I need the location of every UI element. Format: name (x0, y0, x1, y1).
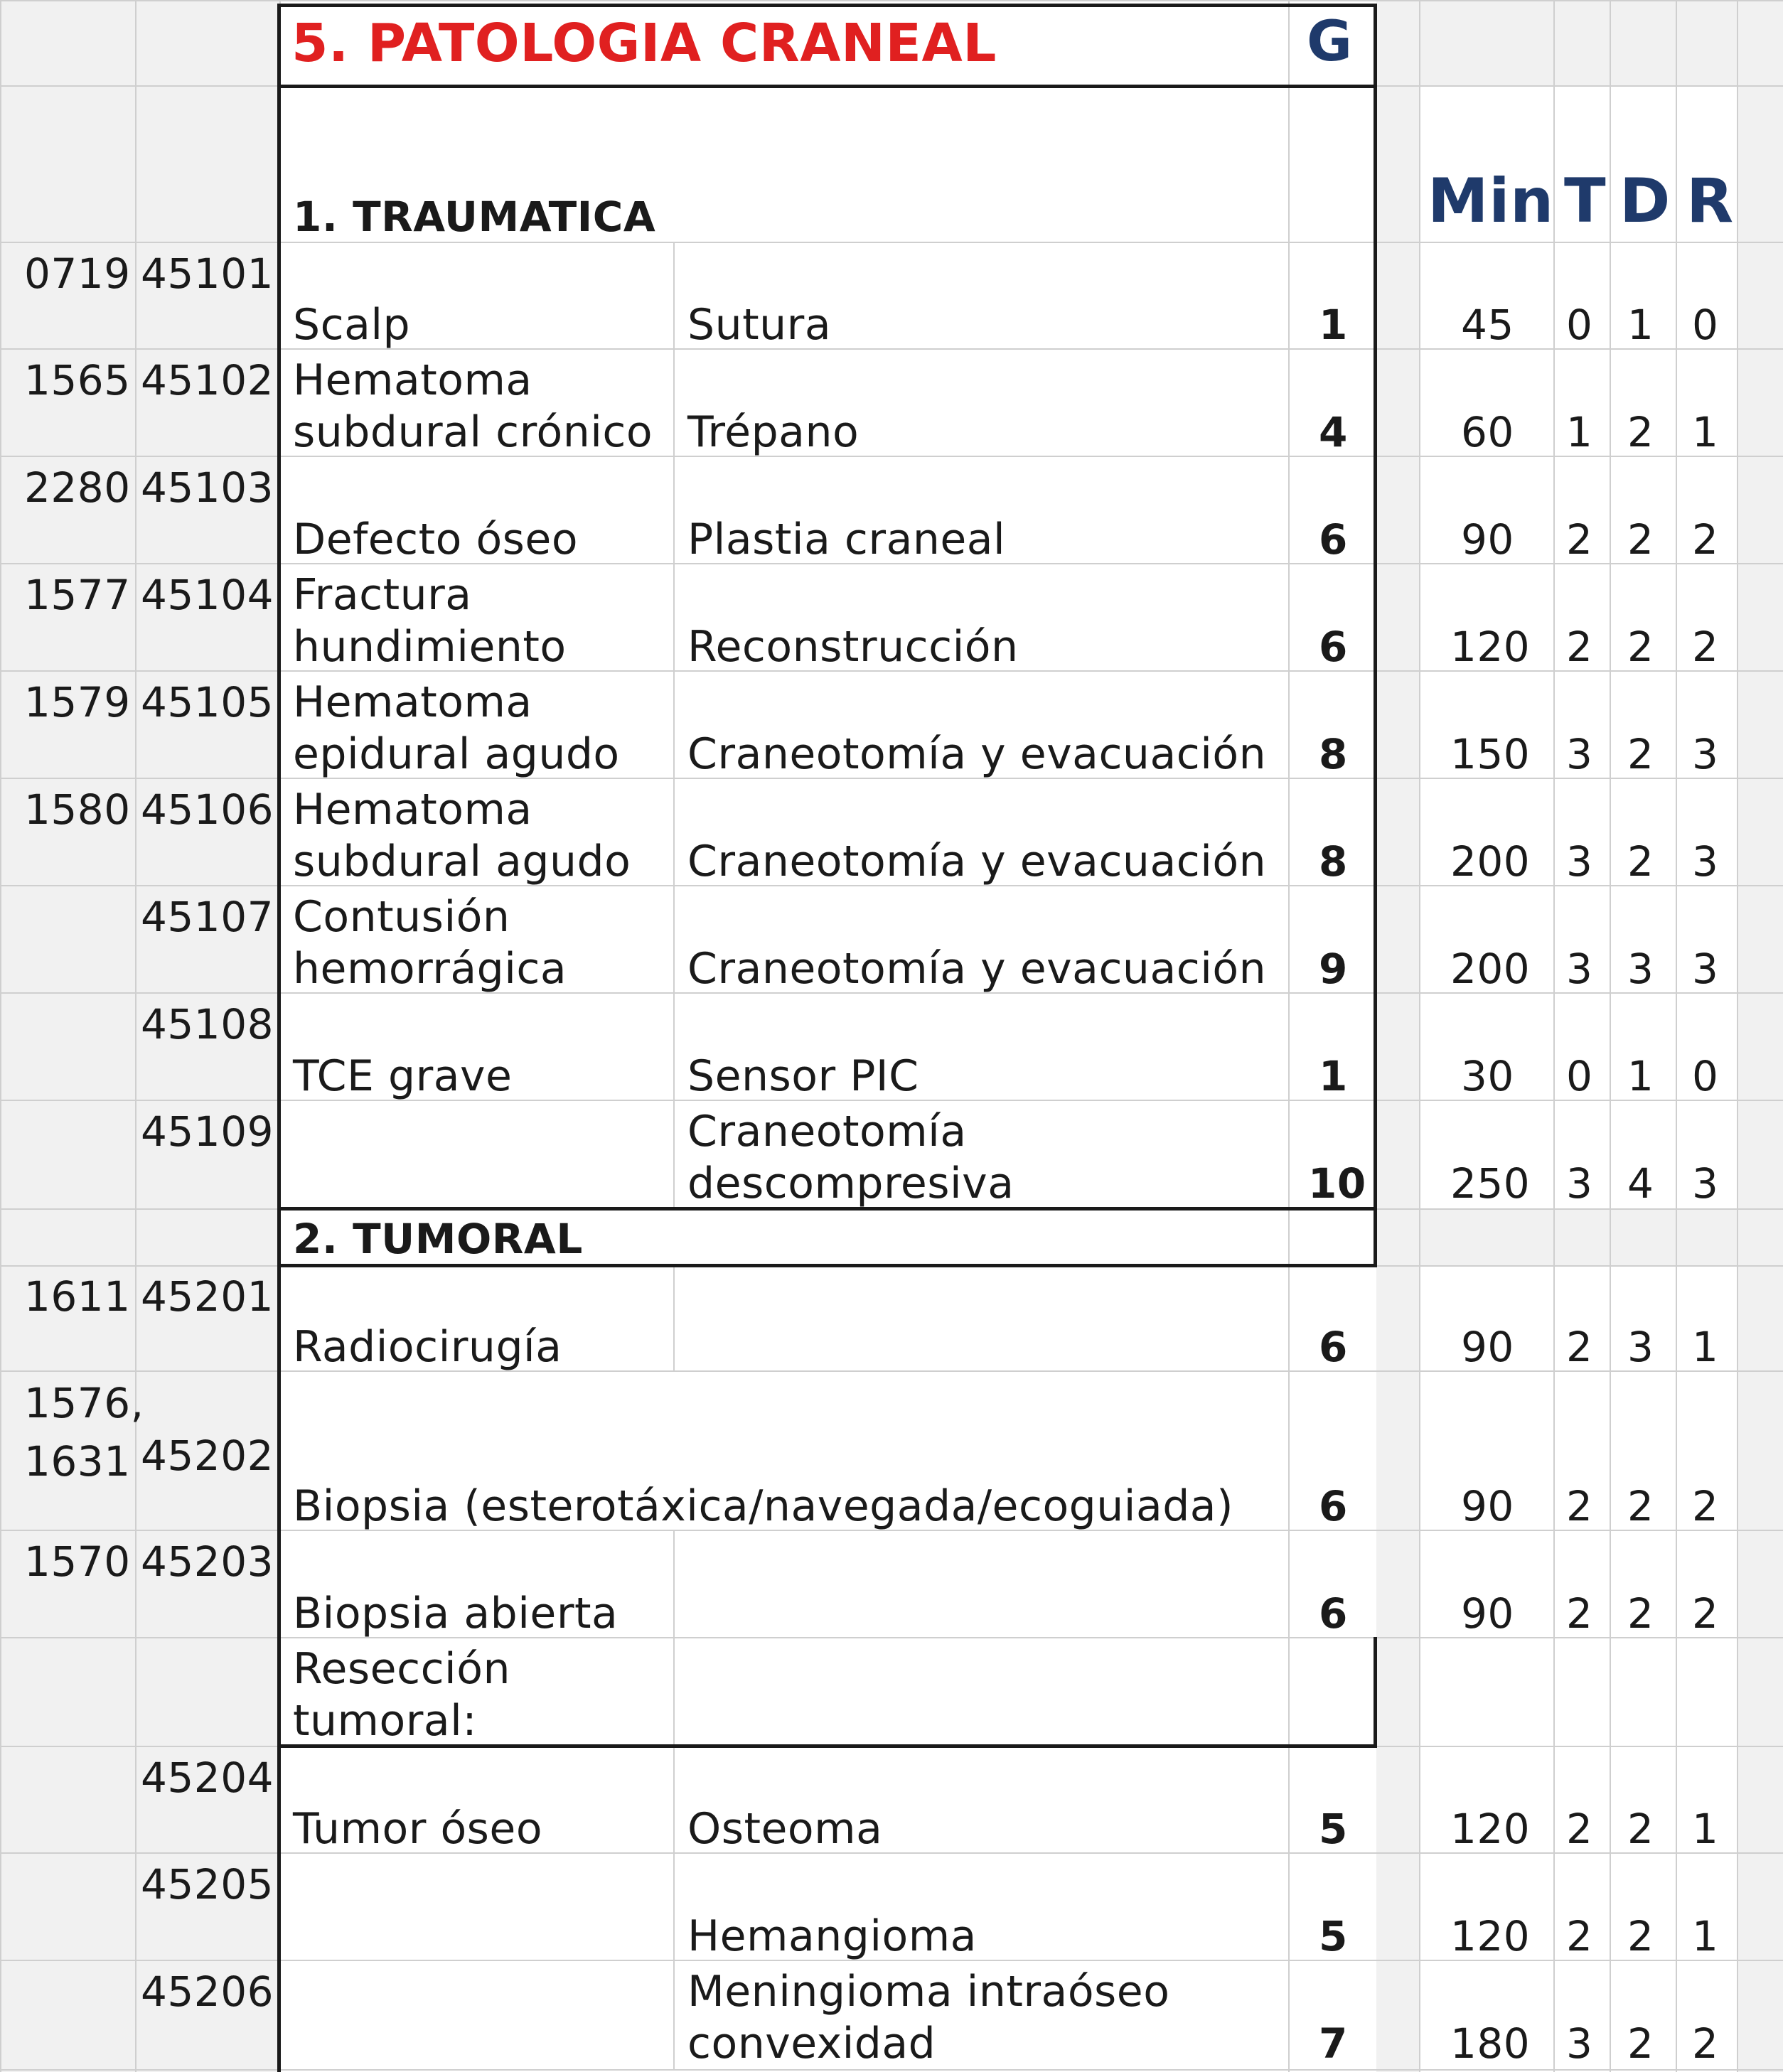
row-diagnosis: TCE grave (293, 1051, 513, 1101)
row-t: 1 (1566, 408, 1593, 456)
row-min: 120 (1450, 623, 1531, 671)
row-diagnosis-line1: Fractura (293, 570, 472, 620)
row-code2: 45109 (141, 1107, 274, 1156)
row-r: 0 (1692, 301, 1719, 349)
row-t: 3 (1566, 2019, 1593, 2068)
row-code2: 45202 (141, 1432, 274, 1480)
row-t: 2 (1566, 1805, 1593, 1853)
row-diagnosis: subdural agudo (293, 837, 631, 886)
row-diagnosis: hundimiento (293, 622, 567, 672)
row-procedure-line1: Meningioma intraóseo (687, 1967, 1170, 2017)
row-d: 2 (1627, 1589, 1654, 1638)
row-procedure: Craneotomía y evacuación (687, 729, 1267, 779)
row-d: 2 (1627, 408, 1654, 456)
row-diagnosis-line1: Hematoma (293, 785, 532, 834)
row-r: 1 (1692, 408, 1719, 456)
row-code2: 45103 (141, 463, 274, 512)
row-r: 2 (1692, 1482, 1719, 1530)
row-min: 200 (1450, 945, 1531, 993)
row-diagnosis: Scalp (293, 300, 411, 350)
row-r: 2 (1692, 515, 1719, 564)
row-d: 2 (1627, 623, 1654, 671)
row-r: 3 (1692, 945, 1719, 993)
row-diagnosis-line1: Contusión (293, 892, 510, 942)
row-d: 1 (1627, 301, 1654, 349)
row-grade: 1 (1319, 1052, 1348, 1100)
row-diagnosis: Biopsia (esterotáxica/navegada/ecoguiada) (293, 1481, 1233, 1531)
row-min: 90 (1461, 1323, 1514, 1371)
row-procedure: Trépano (687, 407, 860, 457)
row-diagnosis: Tumor óseo (293, 1804, 543, 1854)
row-code2: 45105 (141, 678, 274, 726)
row-grade: 6 (1319, 623, 1348, 671)
row-t: 3 (1566, 945, 1593, 993)
row-code1: 1631 (24, 1437, 131, 1486)
row-min: 60 (1461, 408, 1514, 456)
row-grade: 8 (1319, 837, 1348, 886)
row-d: 2 (1627, 730, 1654, 778)
row-r: 1 (1692, 1805, 1719, 1853)
row-procedure: Sutura (687, 300, 832, 350)
row-r: 3 (1692, 1159, 1719, 1208)
row-code1: 1611 (24, 1272, 131, 1321)
row-code2: 45102 (141, 356, 274, 404)
col-gap-bg (1376, 0, 1419, 2072)
row-diagnosis-line1: Hematoma (293, 677, 532, 727)
row-procedure-line1: Craneotomía (687, 1107, 967, 1156)
row-procedure: Craneotomía y evacuación (687, 944, 1267, 994)
row-code2: 45204 (141, 1754, 274, 1802)
row-d: 2 (1627, 837, 1654, 886)
row-code1-line1: 1576, (24, 1379, 144, 1427)
col-edge-bg (1737, 0, 1783, 2072)
row-min: 200 (1450, 837, 1531, 886)
row-r: 0 (1692, 1052, 1719, 1100)
row-code1: 1565 (24, 356, 131, 404)
row-min: 90 (1461, 1482, 1514, 1530)
row-code2: 45101 (141, 249, 274, 298)
row-grade: 4 (1319, 408, 1348, 456)
row-t: 3 (1566, 837, 1593, 886)
row-r: 3 (1692, 730, 1719, 778)
row-diagnosis: Defecto óseo (293, 515, 579, 564)
row-min: 180 (1450, 2019, 1531, 2068)
row-d: 3 (1627, 945, 1654, 993)
row-grade: 6 (1319, 1589, 1348, 1638)
col-code1-bg (0, 0, 135, 2072)
row-t: 2 (1566, 515, 1593, 564)
row-code2: 45203 (141, 1537, 274, 1586)
row-min: 120 (1450, 1805, 1531, 1853)
row-d: 3 (1627, 1323, 1654, 1371)
row-r: 1 (1692, 1912, 1719, 1960)
row-min: 120 (1450, 1912, 1531, 1960)
row-code1: 2280 (24, 463, 131, 512)
section-traumatica: 1. TRAUMATICA (293, 193, 656, 241)
section-tumoral: 2. TUMORAL (293, 1215, 583, 1263)
row-procedure: Osteoma (687, 1804, 883, 1854)
row-t: 3 (1566, 730, 1593, 778)
row-procedure: Hemangioma (687, 1911, 977, 1961)
row-code2: 45205 (141, 1860, 274, 1909)
row-code1: 1580 (24, 785, 131, 834)
row-diagnosis: Radiocirugía (293, 1322, 562, 1372)
row-grade: 6 (1319, 515, 1348, 564)
row-code1: 1579 (24, 678, 131, 726)
tumoral-header-right-bg (1419, 1208, 1783, 1265)
row-t: 2 (1566, 1912, 1593, 1960)
row-r: 1 (1692, 1323, 1719, 1371)
row-t: 3 (1566, 1159, 1593, 1208)
row-code2: 45201 (141, 1272, 274, 1321)
row-d: 2 (1627, 2019, 1654, 2068)
row-code2: 45106 (141, 785, 274, 834)
row-grade: 10 (1308, 1159, 1366, 1208)
row-r: 2 (1692, 1589, 1719, 1638)
row-min: 250 (1450, 1159, 1531, 1208)
row-procedure: descompresiva (687, 1159, 1014, 1208)
row-min: 30 (1461, 1052, 1514, 1100)
row-code2: 45107 (141, 893, 274, 941)
row-d: 1 (1627, 1052, 1654, 1100)
col-header-right-bg (1419, 0, 1783, 87)
row-t: 2 (1566, 1589, 1593, 1638)
row-grade: 5 (1319, 1805, 1348, 1853)
row-grade: 1 (1319, 301, 1348, 349)
row-t: 0 (1566, 301, 1593, 349)
row-t: 2 (1566, 623, 1593, 671)
row-min: 150 (1450, 730, 1531, 778)
row-code1: 0719 (24, 249, 131, 298)
row-code2: 45104 (141, 571, 274, 619)
row-r: 2 (1692, 623, 1719, 671)
row-diagnosis: tumoral: (293, 1696, 478, 1746)
page-title: 5. PATOLOGIA CRANEAL (291, 13, 997, 74)
row-code1: 1577 (24, 571, 131, 619)
row-procedure: Sensor PIC (687, 1051, 919, 1101)
col-header-t: T (1564, 166, 1607, 237)
row-d: 4 (1627, 1159, 1654, 1208)
row-diagnosis: epidural agudo (293, 729, 620, 779)
row-procedure: Craneotomía y evacuación (687, 837, 1267, 886)
row-code2: 45206 (141, 1968, 274, 2016)
row-min: 90 (1461, 515, 1514, 564)
row-procedure: Reconstrucción (687, 622, 1019, 672)
row-grade: 9 (1319, 945, 1348, 993)
row-grade: 5 (1319, 1912, 1348, 1960)
row-t: 2 (1566, 1323, 1593, 1371)
row-procedure: Plastia craneal (687, 515, 1006, 564)
row-d: 2 (1627, 1805, 1654, 1853)
row-min: 45 (1461, 301, 1514, 349)
col-header-g: G (1307, 10, 1353, 74)
row-code1: 1570 (24, 1537, 131, 1586)
row-procedure: convexidad (687, 2019, 936, 2068)
row-code2: 45108 (141, 1000, 274, 1048)
row-t: 0 (1566, 1052, 1593, 1100)
col-header-r: R (1686, 166, 1734, 237)
row-grade: 8 (1319, 730, 1348, 778)
row-d: 2 (1627, 1482, 1654, 1530)
row-t: 2 (1566, 1482, 1593, 1530)
row-grade: 6 (1319, 1323, 1348, 1371)
col-header-d: D (1619, 166, 1671, 237)
col-header-min: Min (1428, 166, 1554, 237)
row-r: 3 (1692, 837, 1719, 886)
row-r: 2 (1692, 2019, 1719, 2068)
row-diagnosis: Biopsia abierta (293, 1589, 619, 1638)
row-diagnosis-line1: Hematoma (293, 355, 532, 405)
row-grade: 7 (1319, 2019, 1348, 2068)
row-d: 2 (1627, 515, 1654, 564)
row-d: 2 (1627, 1912, 1654, 1960)
row-diagnosis-line1: Resección (293, 1644, 510, 1694)
row-diagnosis: subdural crónico (293, 407, 653, 457)
row-grade: 6 (1319, 1482, 1348, 1530)
row-min: 90 (1461, 1589, 1514, 1638)
row-diagnosis: hemorrágica (293, 944, 567, 994)
